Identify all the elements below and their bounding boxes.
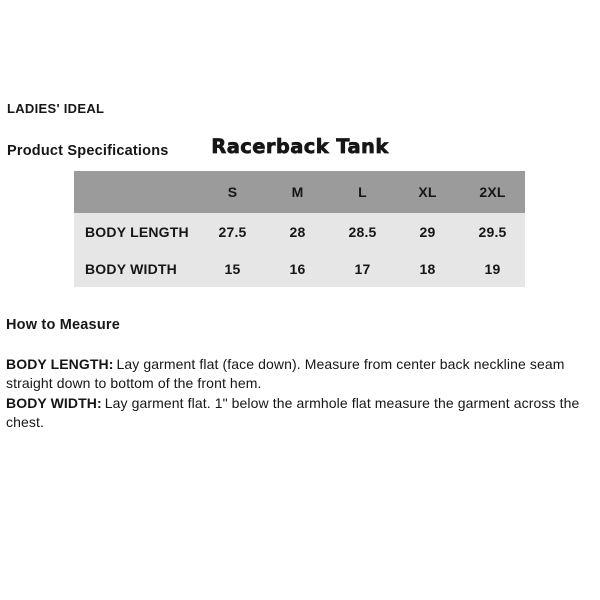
cell-value: 15 bbox=[224, 260, 241, 277]
row-label: BODY LENGTH bbox=[85, 223, 189, 240]
measure-item-body-width bbox=[6, 394, 595, 432]
cell-value: 28 bbox=[289, 223, 306, 240]
column-header-xl: XL bbox=[418, 184, 437, 200]
measure-item-body-length bbox=[6, 355, 595, 393]
measure-term: BODY LENGTH: bbox=[6, 356, 114, 372]
measure-term: BODY WIDTH: bbox=[6, 395, 102, 411]
column-header-s: S bbox=[227, 184, 238, 200]
cell-value: 18 bbox=[419, 260, 436, 277]
row-label: BODY WIDTH bbox=[85, 260, 177, 277]
cell-value: 29.5 bbox=[478, 223, 507, 240]
cell-value: 17 bbox=[354, 260, 371, 277]
measure-description: Lay garment flat (face down). Measure from center back neckline seam straight down to bottom of the front hem. bbox=[6, 356, 565, 391]
column-header-2xl: 2XL bbox=[479, 184, 506, 200]
cell-value: 29 bbox=[419, 223, 436, 240]
cell-value: 27.5 bbox=[218, 223, 247, 240]
product-title: Racerback Tank bbox=[211, 135, 389, 158]
column-header-m: M bbox=[291, 184, 304, 200]
size-spec-table bbox=[74, 171, 525, 287]
table-header-row bbox=[74, 171, 525, 213]
column-header-l: L bbox=[358, 184, 367, 200]
measure-description: Lay garment flat. 1" below the armhole flat measure the garment across the chest. bbox=[6, 395, 580, 430]
cell-value: 28.5 bbox=[348, 223, 377, 240]
how-to-measure-heading: How to Measure bbox=[6, 317, 120, 333]
brand-heading: LADIES' IDEAL bbox=[7, 101, 105, 116]
cell-value: 19 bbox=[484, 260, 501, 277]
cell-value: 16 bbox=[289, 260, 306, 277]
section-label: Product Specifications bbox=[7, 143, 169, 159]
table-row-body-width bbox=[74, 250, 525, 287]
table-row-body-length bbox=[74, 213, 525, 250]
